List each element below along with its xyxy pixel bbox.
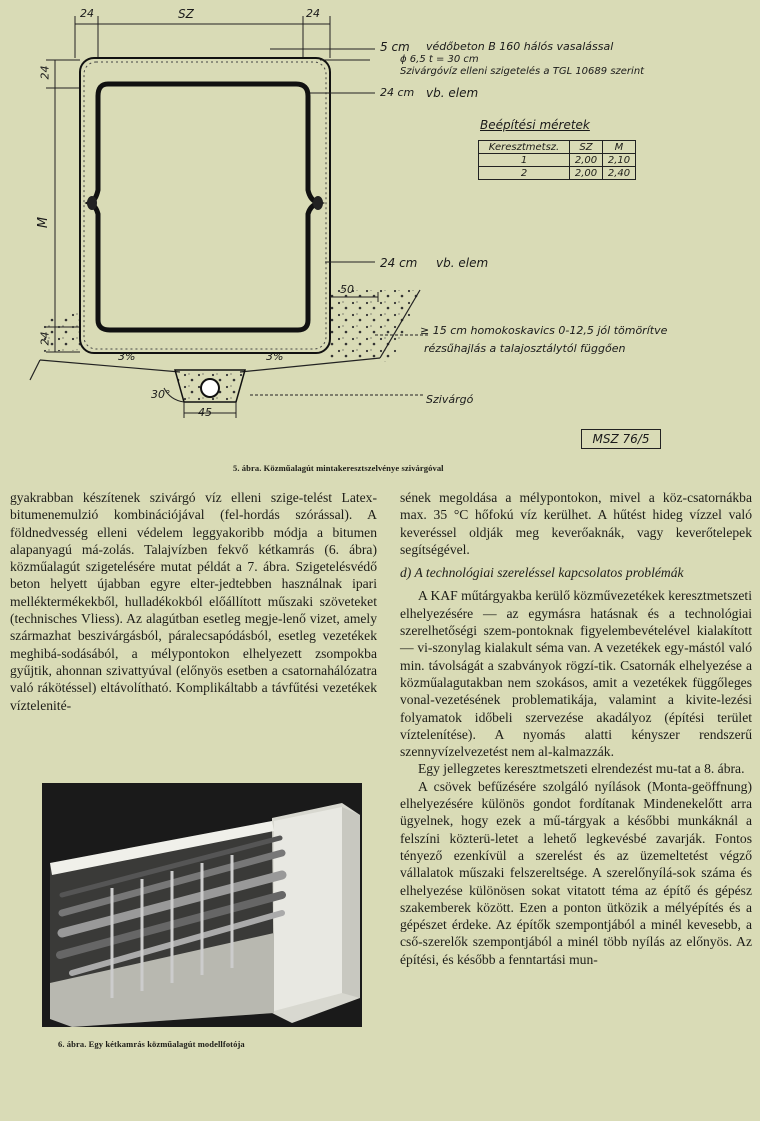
drain-width: 45 <box>198 406 212 419</box>
annotation-insulation: Szivárgóvíz elleni szigetelés a TGL 10689 szerint <box>400 66 645 77</box>
annotation-gravel: ≥ 15 cm homokoskavics 0-12,5 jól tömörítve <box>420 324 668 337</box>
dim-top-mid: SZ <box>178 7 194 21</box>
left-paragraph: gyakrabban készítenek szivárgó víz elleni szige-telést Latex-bitumenemulzió kombinációjával (fel-hordás szórással). A földnedvesség elleni védelem leggyakoribb módja a bitumen alapanyagú má-zolás. Talajvízben fekvő kétkamrás (6. ábra) közműalagút szigetelésére mutat példát a 7. ábra. Szigetelésvédő beton helyett újabban egyre elter-jedtebben használnak ipari melléktermékekből, hulladékokból előállított műszaki szöveteket (technisches Vliess). Az alagútban esetleg megje-lenő vizet, amely származhat beszivárgásból, páralecsapódásból, esetleg vezetékek meghibá-sodásából, a mélypontokon elhelyezett zsompokba gyűjtik, ahonnan szivattyúval (előnyös esetben a csatornahálózatra való rákötéssel) eltávolítható. Komplikáltabb a távfűtési vezetékek víztelenité- <box>10 490 377 713</box>
dims-header-cross-section: Keresztmetsz. <box>479 141 570 154</box>
dim-left-top: 24 <box>38 65 52 80</box>
slope-right: 3% <box>266 350 284 363</box>
dims-header-sz: SZ <box>570 141 603 154</box>
dims-table-header <box>479 141 636 154</box>
standard-label: MSZ 76/5 <box>581 429 661 449</box>
box-outer-wall <box>80 58 330 353</box>
dims-header-m: M <box>603 141 636 154</box>
dim-top-right: 24 <box>306 7 320 20</box>
drain-pipe <box>201 379 219 397</box>
top-dimension-line <box>75 16 330 58</box>
annotation-drain: Szivárgó <box>426 393 474 406</box>
drain-angle: 30° <box>151 388 171 401</box>
dim-left-bottom: 24 <box>38 331 52 346</box>
annotation-rebar: ϕ 6,5 t = 30 cm <box>400 54 479 65</box>
right-paragraph-4: A csövek befűzésére szolgáló nyílások (Monta-geöffnung) elhelyezésére különös gondot fordítanak Mindenekelőtt arra ügyelnek, hogy ezek a mű-tárgyak a későbbi munkáknál a felszíni közterü-letet a lehető legkevésbé zavarják. Fontos tényező ezenkívül a szerelést és az üzemeltetést végző vállalatok műszaki felszereltsége. A szerelőnyílá-sok száma és elhelyezése különösen sokat vitatott téma az építő és gépész szakemberek között. Ezen a ponton ütközik a mélyépítés és a gépészet érdeke. Az építők szempontjából a minél kevesebb, a cső-szerelők szempontjából a minél több nyílás az előnyös. Az építési, és később a fenntartási mun- <box>400 778 752 967</box>
right-paragraph-2: A KAF műtárgyakba kerülő közművezetékek keresztmetszeti elhelyezésére — az egymásra hatásnak és a technológiai szerelhetőségi szem-pontoknak figyelembevételével kialakított — vi-szonylag kialakult séma van. A vezetékek egy-mástól való min. távolságát a szabványok rögzí-tik. Csatornák elhelyezése a közműalagutakban nem szokásos, amit a vezetékek függőleges vonal-vezetésének problematikája, valamint a kivite-lezési folyamatok időbeli szervezése akadályoz (építési terület víztelenítése). A nyomás alatti kényszer rendszerű szennyvízelvezetést nem al-kalmazzák. <box>400 588 752 760</box>
annotation-size-5cm: 5 cm <box>380 40 410 54</box>
dims-table-row: 2 2,00 2,40 <box>479 167 636 180</box>
right-column <box>400 489 752 968</box>
figure5-drawing <box>0 0 760 460</box>
right-paragraph-3: Egy jellegzetes keresztmetszeti elrendezést mu-tat a 8. ábra. <box>418 761 745 777</box>
figure6-caption: 6. ábra. Egy kétkamrás közműalagút modellfotója <box>58 1039 245 1049</box>
left-column <box>10 489 377 714</box>
annotation-size-24cm-top: 24 cm <box>380 86 415 99</box>
annotation-element-top: vb. elem <box>426 86 479 100</box>
dims-table-row: 1 2,00 2,10 <box>479 154 636 167</box>
annotation-size-24cm-bottom: 24 cm <box>380 256 418 270</box>
right-paragraph-1: sének megoldása a mélypontokon, mivel a köz-csatornákba max. 35 °C hőfokú víz kerülhet. A hűtést hideg vízzel való keveréssel oldják meg keverőaknák, vagy keverőtelepek segítségével. <box>400 490 752 557</box>
dim-top-left: 24 <box>80 7 94 20</box>
left-dimension-line <box>46 60 80 352</box>
box-inner-wall <box>90 84 318 330</box>
dim-left-mid: M <box>36 216 52 229</box>
annotation-protective-concrete: védőbeton B 160 hálós vasalással <box>426 40 614 53</box>
annotation-element-bottom: vb. elem <box>436 256 489 270</box>
figure6-photo <box>42 783 362 1027</box>
section-heading: d) A technológiai szereléssel kapcsolatos problémák <box>400 565 684 581</box>
dims-table <box>478 140 636 180</box>
dims-table-title: Beépítési méretek <box>480 118 590 132</box>
annotation-slope: rézsűhajlás a talajosztálytól függően <box>424 342 626 355</box>
dim-bottom-right: 50 <box>340 283 354 296</box>
figure5-caption: 5. ábra. Közműalagút mintakeresztszelvénye szivárgóval <box>233 463 444 473</box>
slope-left: 3% <box>118 350 136 363</box>
